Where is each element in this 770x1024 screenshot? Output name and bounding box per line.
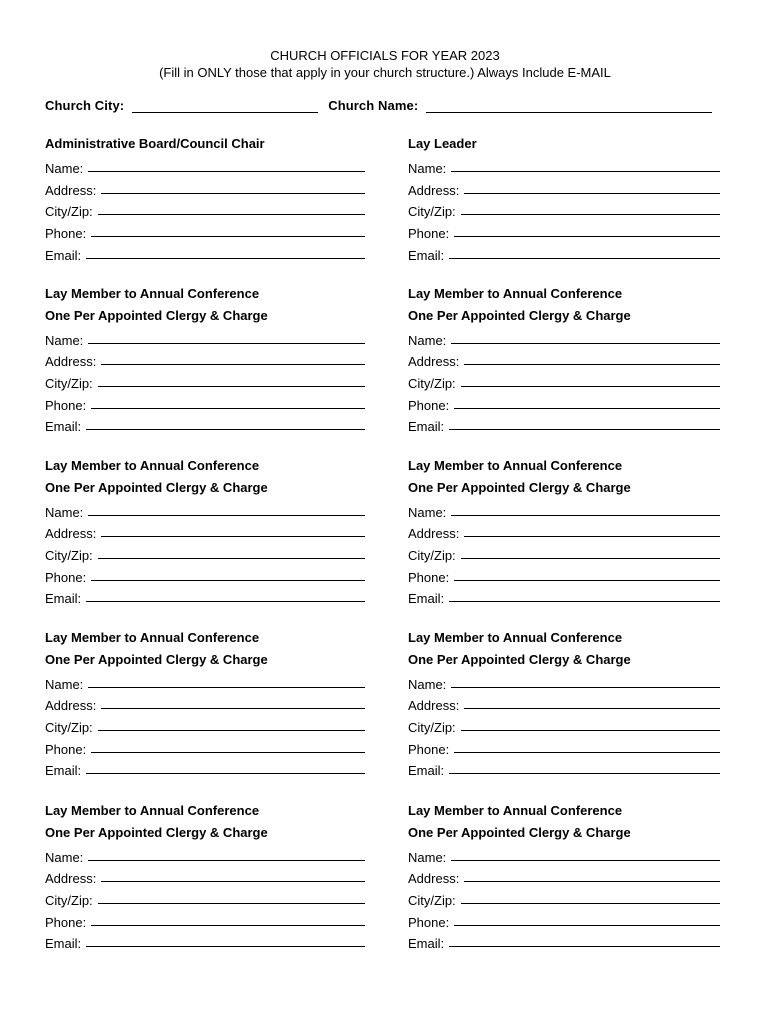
phone-row	[45, 391, 365, 413]
name-label: Name:	[45, 676, 84, 692]
name-field[interactable]	[88, 686, 365, 688]
left-section-4	[45, 627, 365, 778]
name-row	[408, 326, 720, 348]
email-field[interactable]	[449, 772, 720, 774]
name-row	[408, 498, 720, 520]
address-field[interactable]	[101, 363, 365, 365]
section-subheading: One Per Appointed Clergy & Charge	[45, 824, 268, 840]
right-section-3	[408, 455, 720, 606]
right-section-5	[408, 800, 720, 951]
email-label: Email:	[45, 936, 82, 952]
section-heading: Lay Member to Annual Conference	[408, 286, 623, 301]
cityzip-label: City/Zip:	[45, 892, 93, 908]
phone-label: Phone:	[45, 914, 87, 930]
address-label: Address:	[45, 698, 97, 714]
email-label: Email:	[408, 247, 445, 263]
address-label: Address:	[45, 526, 97, 542]
phone-field[interactable]	[454, 407, 720, 409]
address-field[interactable]	[101, 707, 365, 709]
name-row	[45, 498, 365, 520]
phone-row	[408, 563, 720, 585]
address-label: Address:	[408, 698, 460, 714]
phone-row	[408, 391, 720, 413]
address-row	[408, 865, 720, 887]
cityzip-label: City/Zip:	[408, 719, 456, 735]
phone-label: Phone:	[408, 741, 450, 757]
phone-row	[45, 563, 365, 585]
address-field[interactable]	[101, 535, 365, 537]
address-label: Address:	[408, 526, 460, 542]
cityzip-row	[45, 198, 365, 220]
address-field[interactable]	[464, 880, 720, 882]
right-section-1	[408, 133, 720, 263]
phone-label: Phone:	[408, 569, 450, 585]
email-label: Email:	[45, 763, 82, 779]
address-field[interactable]	[464, 192, 720, 194]
section-subheading: One Per Appointed Clergy & Charge	[45, 307, 268, 323]
address-row	[408, 176, 720, 198]
phone-label: Phone:	[408, 397, 450, 413]
left-section-5	[45, 800, 365, 951]
cityzip-field[interactable]	[98, 557, 365, 559]
email-field[interactable]	[449, 257, 720, 259]
phone-row	[45, 735, 365, 757]
cityzip-label: City/Zip:	[408, 204, 456, 220]
email-field[interactable]	[86, 945, 365, 947]
email-row	[408, 585, 720, 607]
address-label: Address:	[45, 182, 97, 198]
church-info-row	[45, 95, 725, 113]
cityzip-field[interactable]	[461, 385, 720, 387]
cityzip-field[interactable]	[98, 729, 365, 731]
email-row	[45, 930, 365, 952]
section-subheading: One Per Appointed Clergy & Charge	[408, 651, 631, 667]
email-label: Email:	[45, 419, 82, 435]
church-city-label: Church City:	[45, 98, 125, 113]
left-section-3	[45, 455, 365, 606]
phone-label: Phone:	[408, 914, 450, 930]
left-section-2	[45, 283, 365, 434]
name-row	[408, 155, 720, 177]
cityzip-field[interactable]	[461, 902, 720, 904]
email-row	[408, 241, 720, 263]
address-field[interactable]	[464, 707, 720, 709]
email-label: Email:	[408, 591, 445, 607]
name-field[interactable]	[451, 170, 720, 172]
address-label: Address:	[408, 871, 460, 887]
email-label: Email:	[408, 763, 445, 779]
name-row	[45, 670, 365, 692]
phone-label: Phone:	[45, 225, 87, 241]
email-label: Email:	[408, 419, 445, 435]
phone-row	[408, 908, 720, 930]
email-row	[45, 241, 365, 263]
name-label: Name:	[408, 676, 447, 692]
email-field[interactable]	[86, 772, 365, 774]
cityzip-field[interactable]	[461, 213, 720, 215]
name-field[interactable]	[88, 170, 365, 172]
phone-field[interactable]	[91, 751, 365, 753]
section-heading: Lay Member to Annual Conference	[408, 803, 623, 818]
name-label: Name:	[45, 332, 84, 348]
address-row	[45, 692, 365, 714]
cityzip-field[interactable]	[461, 729, 720, 731]
right-section-2	[408, 283, 720, 434]
phone-field[interactable]	[454, 235, 720, 237]
phone-row	[45, 219, 365, 241]
section-heading: Lay Member to Annual Conference	[45, 803, 260, 818]
form-instructions: (Fill in ONLY those that apply in your church structure.) Always Include E-MAIL	[159, 65, 611, 80]
address-row	[408, 692, 720, 714]
name-row	[45, 155, 365, 177]
email-field[interactable]	[449, 945, 720, 947]
cityzip-row	[408, 198, 720, 220]
name-field[interactable]	[451, 514, 720, 516]
phone-field[interactable]	[454, 579, 720, 581]
phone-row	[408, 735, 720, 757]
email-field[interactable]	[449, 428, 720, 430]
name-label: Name:	[45, 849, 84, 865]
address-field[interactable]	[101, 192, 365, 194]
cityzip-label: City/Zip:	[45, 547, 93, 563]
church-city-field[interactable]	[132, 100, 318, 113]
cityzip-field[interactable]	[98, 213, 365, 215]
address-row	[408, 520, 720, 542]
church-name-field[interactable]	[426, 100, 712, 113]
section-heading: Lay Member to Annual Conference	[408, 458, 623, 473]
section-subheading: One Per Appointed Clergy & Charge	[408, 479, 631, 495]
address-label: Address:	[408, 182, 460, 198]
name-label: Name:	[45, 161, 84, 177]
section-subheading: One Per Appointed Clergy & Charge	[45, 479, 268, 495]
cityzip-row	[408, 713, 720, 735]
email-row	[45, 757, 365, 779]
cityzip-row	[408, 541, 720, 563]
cityzip-field[interactable]	[461, 557, 720, 559]
name-field[interactable]	[451, 342, 720, 344]
phone-row	[408, 219, 720, 241]
cityzip-field[interactable]	[98, 385, 365, 387]
email-label: Email:	[45, 591, 82, 607]
address-row	[45, 348, 365, 370]
address-row	[45, 176, 365, 198]
name-label: Name:	[45, 504, 84, 520]
section-heading: Lay Member to Annual Conference	[45, 630, 260, 645]
phone-field[interactable]	[91, 235, 365, 237]
cityzip-label: City/Zip:	[408, 892, 456, 908]
name-row	[408, 670, 720, 692]
name-row	[45, 843, 365, 865]
name-field[interactable]	[88, 859, 365, 861]
address-label: Address:	[45, 354, 97, 370]
address-field[interactable]	[101, 880, 365, 882]
phone-row	[45, 908, 365, 930]
address-label: Address:	[408, 354, 460, 370]
cityzip-row	[45, 369, 365, 391]
name-label: Name:	[408, 504, 447, 520]
left-section-1	[45, 133, 365, 263]
cityzip-label: City/Zip:	[45, 375, 93, 391]
phone-field[interactable]	[91, 407, 365, 409]
name-field[interactable]	[451, 686, 720, 688]
phone-field[interactable]	[454, 924, 720, 926]
address-field[interactable]	[464, 535, 720, 537]
cityzip-label: City/Zip:	[408, 375, 456, 391]
section-subheading: One Per Appointed Clergy & Charge	[45, 651, 268, 667]
name-label: Name:	[408, 161, 447, 177]
email-row	[408, 930, 720, 952]
church-name-label: Church Name:	[328, 98, 419, 113]
form-title: CHURCH OFFICIALS FOR YEAR 2023	[270, 48, 500, 63]
email-field[interactable]	[86, 257, 365, 259]
cityzip-field[interactable]	[98, 902, 365, 904]
name-field[interactable]	[88, 514, 365, 516]
email-row	[45, 413, 365, 435]
name-field[interactable]	[451, 859, 720, 861]
phone-field[interactable]	[454, 751, 720, 753]
cityzip-label: City/Zip:	[45, 204, 93, 220]
email-label: Email:	[408, 936, 445, 952]
phone-label: Phone:	[45, 569, 87, 585]
email-field[interactable]	[86, 428, 365, 430]
phone-label: Phone:	[45, 741, 87, 757]
name-row	[45, 326, 365, 348]
address-label: Address:	[45, 871, 97, 887]
section-subheading: One Per Appointed Clergy & Charge	[408, 307, 631, 323]
address-row	[45, 865, 365, 887]
phone-field[interactable]	[91, 924, 365, 926]
address-field[interactable]	[464, 363, 720, 365]
name-field[interactable]	[88, 342, 365, 344]
email-row	[408, 757, 720, 779]
cityzip-row	[45, 541, 365, 563]
cityzip-label: City/Zip:	[408, 547, 456, 563]
section-heading: Lay Member to Annual Conference	[408, 630, 623, 645]
email-field[interactable]	[86, 600, 365, 602]
cityzip-row	[408, 369, 720, 391]
section-heading: Lay Member to Annual Conference	[45, 458, 260, 473]
phone-field[interactable]	[91, 579, 365, 581]
email-label: Email:	[45, 247, 82, 263]
address-row	[408, 348, 720, 370]
section-heading: Administrative Board/Council Chair	[45, 136, 265, 151]
name-row	[408, 843, 720, 865]
phone-label: Phone:	[408, 225, 450, 241]
name-label: Name:	[408, 332, 447, 348]
email-row	[45, 585, 365, 607]
cityzip-row	[45, 713, 365, 735]
right-section-4	[408, 627, 720, 778]
email-row	[408, 413, 720, 435]
cityzip-row	[408, 886, 720, 908]
cityzip-row	[45, 886, 365, 908]
phone-label: Phone:	[45, 397, 87, 413]
address-row	[45, 520, 365, 542]
email-field[interactable]	[449, 600, 720, 602]
cityzip-label: City/Zip:	[45, 719, 93, 735]
name-label: Name:	[408, 849, 447, 865]
section-heading: Lay Member to Annual Conference	[45, 286, 260, 301]
section-subheading: One Per Appointed Clergy & Charge	[408, 824, 631, 840]
section-heading: Lay Leader	[408, 136, 477, 151]
